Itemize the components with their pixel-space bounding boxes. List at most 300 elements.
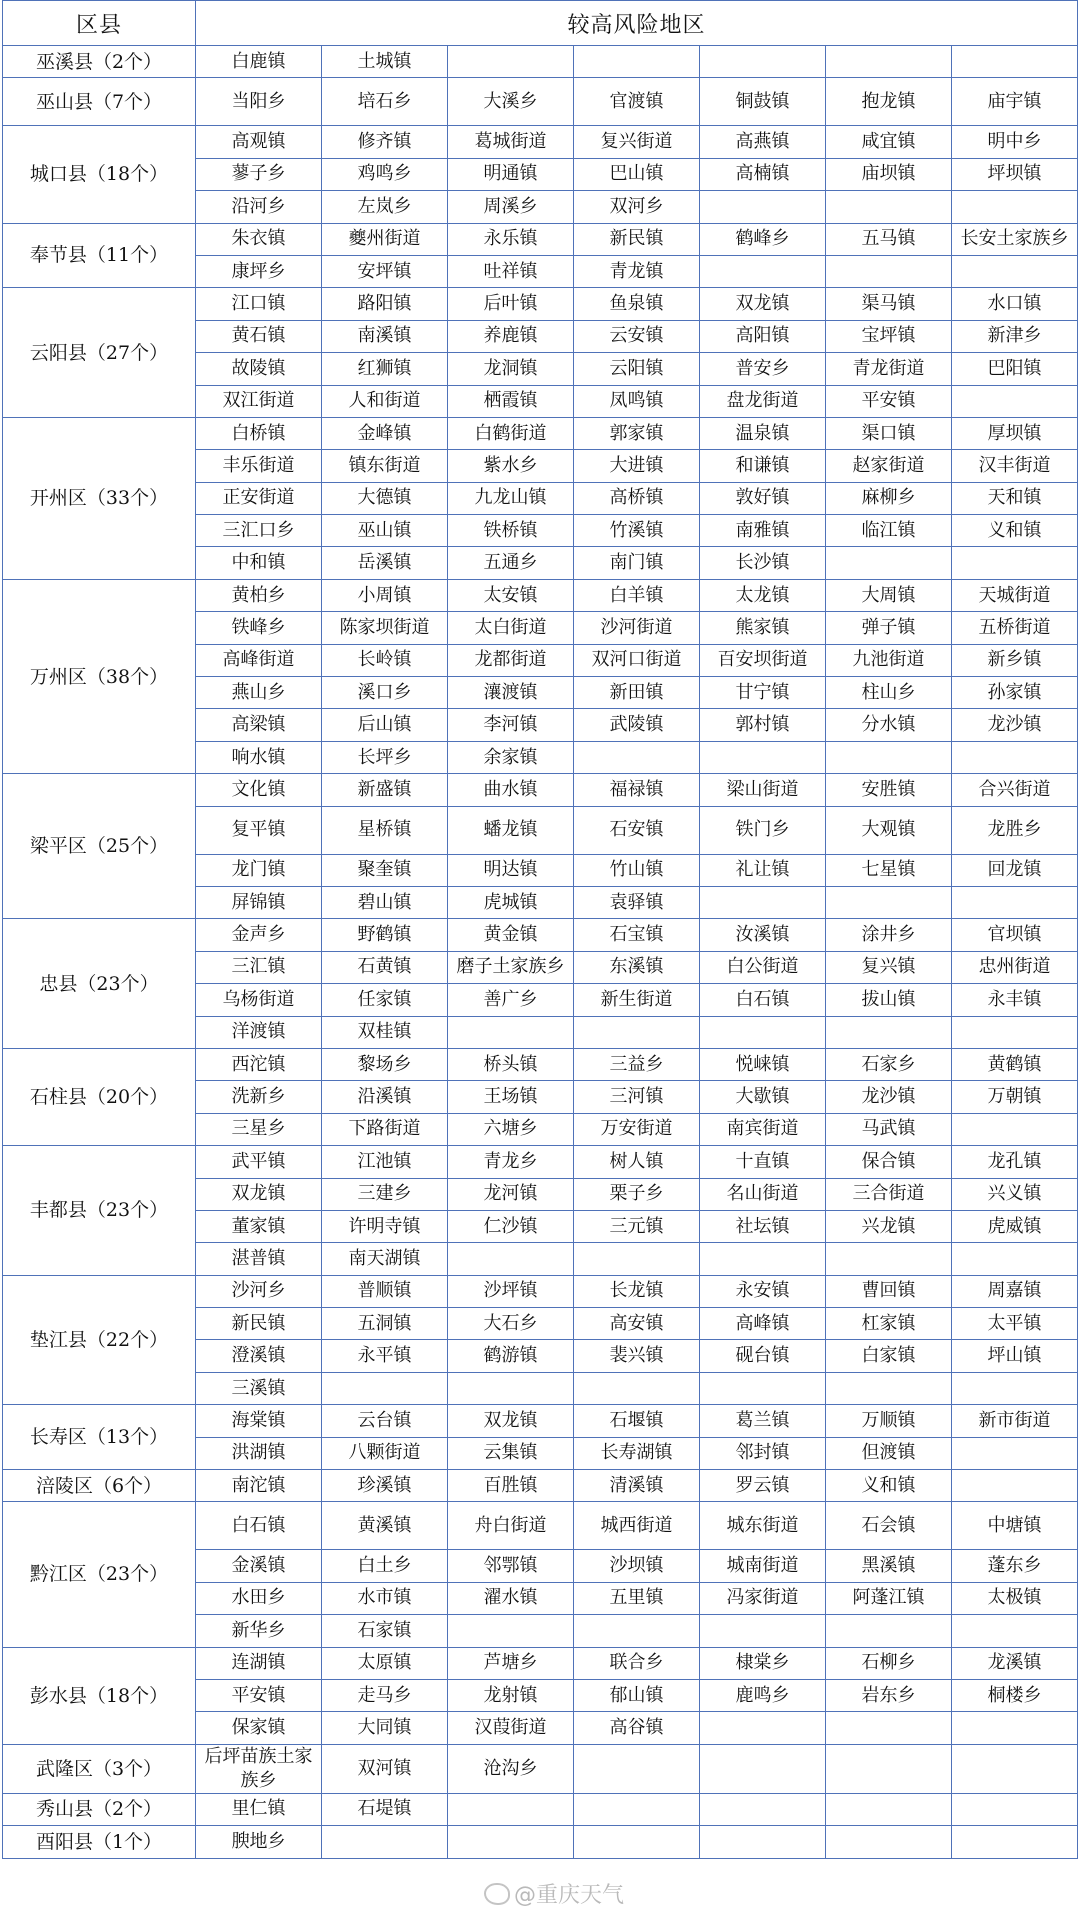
- area-cell: 咸宜镇: [826, 126, 952, 158]
- area-cell: 太白街道: [448, 612, 574, 644]
- area-cell: 庙坝镇: [826, 158, 952, 190]
- area-cell: 石堰镇: [574, 1405, 700, 1437]
- area-cell: 江口镇: [196, 288, 322, 320]
- area-cell: 双龙镇: [448, 1405, 574, 1437]
- area-cell: 拔山镇: [826, 984, 952, 1016]
- table-row: [3, 126, 1078, 158]
- area-cell: 金峰镇: [322, 417, 448, 449]
- area-cell: 三益乡: [574, 1048, 700, 1080]
- area-cell: 云阳镇: [574, 353, 700, 385]
- area-cell: 太原镇: [322, 1647, 448, 1679]
- area-cell: 聚奎镇: [322, 854, 448, 886]
- area-cell: 青龙镇: [574, 255, 700, 287]
- watermark-text: @重庆天气: [514, 1883, 625, 1908]
- area-cell: 白公街道: [700, 951, 826, 983]
- table-row: [3, 579, 1078, 611]
- empty-cell: [952, 1712, 1078, 1744]
- area-cell: 瀼渡镇: [448, 677, 574, 709]
- area-cell: 三元镇: [574, 1210, 700, 1242]
- empty-cell: [952, 1793, 1078, 1825]
- area-cell: 蟠龙镇: [448, 806, 574, 854]
- empty-cell: [952, 1437, 1078, 1469]
- area-cell: 南宾街道: [700, 1113, 826, 1145]
- empty-cell: [700, 1826, 826, 1858]
- area-cell: 武陵镇: [574, 709, 700, 741]
- area-cell: 汉葭街道: [448, 1712, 574, 1744]
- area-cell: 新乡镇: [952, 644, 1078, 676]
- area-cell: 正安街道: [196, 482, 322, 514]
- area-cell: 三星乡: [196, 1113, 322, 1145]
- empty-cell: [826, 191, 952, 223]
- area-cell: 百胜镇: [448, 1470, 574, 1502]
- area-cell: 故陵镇: [196, 353, 322, 385]
- area-cell: 高楠镇: [700, 158, 826, 190]
- area-cell: 鹤游镇: [448, 1340, 574, 1372]
- area-cell: 双河镇: [322, 1744, 448, 1793]
- area-cell: 白桥镇: [196, 417, 322, 449]
- area-cell: 永安镇: [700, 1275, 826, 1307]
- area-cell: 黄石镇: [196, 320, 322, 352]
- empty-cell: [700, 46, 826, 78]
- area-cell: 养鹿镇: [448, 320, 574, 352]
- area-cell: 兴义镇: [952, 1178, 1078, 1210]
- area-cell: 吐祥镇: [448, 255, 574, 287]
- area-cell: 鹤峰乡: [700, 223, 826, 255]
- area-cell: 陈家坝街道: [322, 612, 448, 644]
- area-cell: 复平镇: [196, 806, 322, 854]
- area-cell: 柱山乡: [826, 677, 952, 709]
- area-cell: 明中乡: [952, 126, 1078, 158]
- county-cell: 秀山县（2个）: [3, 1793, 196, 1825]
- area-cell: 里仁镇: [196, 1793, 322, 1825]
- area-cell: 清溪镇: [574, 1470, 700, 1502]
- area-cell: 石会镇: [826, 1502, 952, 1550]
- area-cell: 巴阳镇: [952, 353, 1078, 385]
- area-cell: 龙沙镇: [952, 709, 1078, 741]
- county-cell: 丰都县（23个）: [3, 1146, 196, 1276]
- empty-cell: [700, 1243, 826, 1275]
- area-cell: 白石镇: [700, 984, 826, 1016]
- area-cell: 走马乡: [322, 1679, 448, 1711]
- area-cell: 石堤镇: [322, 1793, 448, 1825]
- area-cell: 武平镇: [196, 1146, 322, 1178]
- area-cell: 涂井乡: [826, 919, 952, 951]
- area-cell: 凤鸣镇: [574, 385, 700, 417]
- empty-cell: [574, 741, 700, 773]
- area-cell: 长岭镇: [322, 644, 448, 676]
- area-cell: 复兴街道: [574, 126, 700, 158]
- area-cell: 甘宁镇: [700, 677, 826, 709]
- empty-cell: [700, 1793, 826, 1825]
- area-cell: 响水镇: [196, 741, 322, 773]
- area-cell: 新华乡: [196, 1615, 322, 1647]
- area-cell: 小周镇: [322, 579, 448, 611]
- area-cell: 八颗街道: [322, 1437, 448, 1469]
- area-cell: 明达镇: [448, 854, 574, 886]
- area-cell: 新市街道: [952, 1405, 1078, 1437]
- table-row: [3, 1502, 1078, 1550]
- area-cell: 双龙镇: [196, 1178, 322, 1210]
- area-cell: 大石乡: [448, 1308, 574, 1340]
- weibo-icon: [484, 1883, 510, 1905]
- area-cell: 沿溪镇: [322, 1081, 448, 1113]
- area-cell: 南雅镇: [700, 515, 826, 547]
- area-cell: 洪湖镇: [196, 1437, 322, 1469]
- empty-cell: [700, 886, 826, 918]
- area-cell: 任家镇: [322, 984, 448, 1016]
- area-cell: 龙胜乡: [952, 806, 1078, 854]
- county-cell: 云阳县（27个）: [3, 288, 196, 418]
- area-cell: 坪坝镇: [952, 158, 1078, 190]
- area-cell: 大歇镇: [700, 1081, 826, 1113]
- area-cell: 当阳乡: [196, 78, 322, 126]
- empty-cell: [700, 255, 826, 287]
- county-cell: 石柱县（20个）: [3, 1048, 196, 1145]
- area-cell: 朱衣镇: [196, 223, 322, 255]
- table-row: [3, 1793, 1078, 1825]
- area-cell: 裴兴镇: [574, 1340, 700, 1372]
- area-cell: 太龙镇: [700, 579, 826, 611]
- area-cell: 竹溪镇: [574, 515, 700, 547]
- table-row: [3, 417, 1078, 449]
- area-cell: 龙洞镇: [448, 353, 574, 385]
- area-cell: 石黄镇: [322, 951, 448, 983]
- empty-cell: [574, 1243, 700, 1275]
- area-cell: 白鹿镇: [196, 46, 322, 78]
- area-cell: 五马镇: [826, 223, 952, 255]
- area-cell: 宝坪镇: [826, 320, 952, 352]
- area-cell: 渠口镇: [826, 417, 952, 449]
- area-cell: 虎威镇: [952, 1210, 1078, 1242]
- empty-cell: [826, 1372, 952, 1404]
- empty-cell: [700, 1712, 826, 1744]
- area-cell: 培石乡: [322, 78, 448, 126]
- area-cell: 汝溪镇: [700, 919, 826, 951]
- empty-cell: [448, 1372, 574, 1404]
- area-cell: 石宝镇: [574, 919, 700, 951]
- area-cell: 砚台镇: [700, 1340, 826, 1372]
- county-cell: 黔江区（23个）: [3, 1502, 196, 1647]
- area-cell: 云台镇: [322, 1405, 448, 1437]
- area-cell: 五通乡: [448, 547, 574, 579]
- empty-cell: [448, 1826, 574, 1858]
- area-cell: 城东街道: [700, 1502, 826, 1550]
- area-cell: 和谦镇: [700, 450, 826, 482]
- area-cell: 蓬东乡: [952, 1550, 1078, 1582]
- empty-cell: [952, 886, 1078, 918]
- area-cell: 平安镇: [196, 1679, 322, 1711]
- area-cell: 保家镇: [196, 1712, 322, 1744]
- area-cell: 合兴街道: [952, 774, 1078, 806]
- empty-cell: [826, 741, 952, 773]
- area-cell: 温泉镇: [700, 417, 826, 449]
- empty-cell: [826, 1712, 952, 1744]
- area-cell: 西沱镇: [196, 1048, 322, 1080]
- table-row: [3, 1146, 1078, 1178]
- area-cell: 紫水乡: [448, 450, 574, 482]
- area-cell: 五桥街道: [952, 612, 1078, 644]
- area-cell: 天城街道: [952, 579, 1078, 611]
- area-cell: 郁山镇: [574, 1679, 700, 1711]
- area-cell: 新生街道: [574, 984, 700, 1016]
- area-cell: 盘龙街道: [700, 385, 826, 417]
- area-cell: 连湖镇: [196, 1647, 322, 1679]
- area-cell: 仁沙镇: [448, 1210, 574, 1242]
- area-cell: 大德镇: [322, 482, 448, 514]
- table-row: [3, 46, 1078, 78]
- area-cell: 棣棠乡: [700, 1647, 826, 1679]
- empty-cell: [322, 1826, 448, 1858]
- area-cell: 珍溪镇: [322, 1470, 448, 1502]
- area-cell: 万安街道: [574, 1113, 700, 1145]
- area-cell: 分水镇: [826, 709, 952, 741]
- area-cell: 周溪乡: [448, 191, 574, 223]
- area-cell: 但渡镇: [826, 1437, 952, 1469]
- area-cell: 三建乡: [322, 1178, 448, 1210]
- area-cell: 修齐镇: [322, 126, 448, 158]
- area-cell: 龙河镇: [448, 1178, 574, 1210]
- area-cell: 巴山镇: [574, 158, 700, 190]
- empty-cell: [826, 1243, 952, 1275]
- area-cell: 石安镇: [574, 806, 700, 854]
- area-cell: 栗子乡: [574, 1178, 700, 1210]
- area-cell: 舟白街道: [448, 1502, 574, 1550]
- area-cell: 长龙镇: [574, 1275, 700, 1307]
- area-cell: 安胜镇: [826, 774, 952, 806]
- area-cell: 高燕镇: [700, 126, 826, 158]
- area-cell: 左岚乡: [322, 191, 448, 223]
- county-cell: 巫溪县（2个）: [3, 46, 196, 78]
- empty-cell: [700, 741, 826, 773]
- area-cell: 新民镇: [574, 223, 700, 255]
- county-cell: 开州区（33个）: [3, 417, 196, 579]
- risk-area-table: [2, 0, 1078, 1859]
- area-cell: 礼让镇: [700, 854, 826, 886]
- table-row: [3, 1275, 1078, 1307]
- area-cell: 许明寺镇: [322, 1210, 448, 1242]
- empty-cell: [574, 1826, 700, 1858]
- area-cell: 九池街道: [826, 644, 952, 676]
- empty-cell: [826, 1826, 952, 1858]
- header-county: 区县: [3, 1, 196, 46]
- area-cell: 兴龙镇: [826, 1210, 952, 1242]
- area-cell: 敦好镇: [700, 482, 826, 514]
- empty-cell: [826, 1744, 952, 1793]
- area-cell: 竹山镇: [574, 854, 700, 886]
- area-cell: 蓼子乡: [196, 158, 322, 190]
- area-cell: 长坪乡: [322, 741, 448, 773]
- area-cell: 下路街道: [322, 1113, 448, 1145]
- area-cell: 石家乡: [826, 1048, 952, 1080]
- county-cell: 长寿区（13个）: [3, 1405, 196, 1470]
- empty-cell: [574, 1744, 700, 1793]
- area-cell: 鹿鸣乡: [700, 1679, 826, 1711]
- empty-cell: [574, 1793, 700, 1825]
- area-cell: 葛兰镇: [700, 1405, 826, 1437]
- empty-cell: [952, 1372, 1078, 1404]
- county-cell: 武隆区（3个）: [3, 1744, 196, 1793]
- area-cell: 太极镇: [952, 1582, 1078, 1614]
- empty-cell: [952, 1615, 1078, 1647]
- empty-cell: [700, 1372, 826, 1404]
- area-cell: 汉丰街道: [952, 450, 1078, 482]
- area-cell: 普安乡: [700, 353, 826, 385]
- area-cell: 南沱镇: [196, 1470, 322, 1502]
- area-cell: 悦崃镇: [700, 1048, 826, 1080]
- area-cell: 杠家镇: [826, 1308, 952, 1340]
- area-cell: 白石镇: [196, 1502, 322, 1550]
- area-cell: 王场镇: [448, 1081, 574, 1113]
- empty-cell: [826, 886, 952, 918]
- area-cell: 沙河乡: [196, 1275, 322, 1307]
- area-cell: 万顺镇: [826, 1405, 952, 1437]
- area-cell: 梁山街道: [700, 774, 826, 806]
- area-cell: 龙溪镇: [952, 1647, 1078, 1679]
- table-row: [3, 1405, 1078, 1437]
- empty-cell: [448, 46, 574, 78]
- area-cell: 大进镇: [574, 450, 700, 482]
- table-row: [3, 919, 1078, 951]
- area-cell: 碧山镇: [322, 886, 448, 918]
- county-cell: 忠县（23个）: [3, 919, 196, 1049]
- area-cell: 郭村镇: [700, 709, 826, 741]
- area-cell: 名山街道: [700, 1178, 826, 1210]
- empty-cell: [826, 46, 952, 78]
- empty-cell: [952, 1470, 1078, 1502]
- table-row: [3, 1048, 1078, 1080]
- empty-cell: [700, 191, 826, 223]
- empty-cell: [700, 1744, 826, 1793]
- area-cell: 渠马镇: [826, 288, 952, 320]
- area-cell: 大同镇: [322, 1712, 448, 1744]
- area-cell: 邻封镇: [700, 1437, 826, 1469]
- empty-cell: [574, 46, 700, 78]
- area-cell: 城西街道: [574, 1502, 700, 1550]
- area-cell: 孙家镇: [952, 677, 1078, 709]
- area-cell: 镇东街道: [322, 450, 448, 482]
- table-row: [3, 1744, 1078, 1793]
- area-cell: 虎城镇: [448, 886, 574, 918]
- area-cell: 海棠镇: [196, 1405, 322, 1437]
- area-cell: 五洞镇: [322, 1308, 448, 1340]
- area-cell: 保合镇: [826, 1146, 952, 1178]
- area-cell: 官坝镇: [952, 919, 1078, 951]
- area-cell: 回龙镇: [952, 854, 1078, 886]
- area-cell: 黄鹤镇: [952, 1048, 1078, 1080]
- area-cell: 东溪镇: [574, 951, 700, 983]
- area-cell: 葛城街道: [448, 126, 574, 158]
- area-cell: 新田镇: [574, 677, 700, 709]
- area-cell: 中和镇: [196, 547, 322, 579]
- area-cell: 抱龙镇: [826, 78, 952, 126]
- area-cell: 黄金镇: [448, 919, 574, 951]
- area-cell: 双河乡: [574, 191, 700, 223]
- empty-cell: [448, 1243, 574, 1275]
- area-cell: 罗云镇: [700, 1470, 826, 1502]
- area-cell: 腴地乡: [196, 1826, 322, 1858]
- risk-area-table-container: [2, 0, 1078, 1859]
- area-cell: 冯家街道: [700, 1582, 826, 1614]
- area-cell: 城南街道: [700, 1550, 826, 1582]
- area-cell: 土城镇: [322, 46, 448, 78]
- area-cell: 云安镇: [574, 320, 700, 352]
- area-cell: 五里镇: [574, 1582, 700, 1614]
- area-cell: 平安镇: [826, 385, 952, 417]
- area-cell: 高峰镇: [700, 1308, 826, 1340]
- area-cell: 沿河乡: [196, 191, 322, 223]
- empty-cell: [700, 1016, 826, 1048]
- area-cell: 袁驿镇: [574, 886, 700, 918]
- table-body: [3, 46, 1078, 1859]
- area-cell: 溪口乡: [322, 677, 448, 709]
- table-row: [3, 774, 1078, 806]
- area-cell: 树人镇: [574, 1146, 700, 1178]
- area-cell: 芦塘乡: [448, 1647, 574, 1679]
- area-cell: 麻柳乡: [826, 482, 952, 514]
- area-cell: 桥头镇: [448, 1048, 574, 1080]
- area-cell: 后坪苗族土家族乡: [196, 1744, 322, 1793]
- area-cell: 万朝镇: [952, 1081, 1078, 1113]
- area-cell: 马武镇: [826, 1113, 952, 1145]
- area-cell: 中塘镇: [952, 1502, 1078, 1550]
- empty-cell: [448, 1615, 574, 1647]
- table-row: [3, 223, 1078, 255]
- area-cell: 高梁镇: [196, 709, 322, 741]
- area-cell: 乌杨街道: [196, 984, 322, 1016]
- area-cell: 南溪镇: [322, 320, 448, 352]
- area-cell: 水田乡: [196, 1582, 322, 1614]
- area-cell: 洋渡镇: [196, 1016, 322, 1048]
- table-row: [3, 1470, 1078, 1502]
- area-cell: 人和街道: [322, 385, 448, 417]
- area-cell: 长安土家族乡: [952, 223, 1078, 255]
- area-cell: 桐楼乡: [952, 1679, 1078, 1711]
- area-cell: 新盛镇: [322, 774, 448, 806]
- county-cell: 巫山县（7个）: [3, 78, 196, 126]
- empty-cell: [574, 1016, 700, 1048]
- area-cell: 长沙镇: [700, 547, 826, 579]
- area-cell: 磨子土家族乡: [448, 951, 574, 983]
- area-cell: 义和镇: [826, 1470, 952, 1502]
- area-cell: 野鹤镇: [322, 919, 448, 951]
- area-cell: 善广乡: [448, 984, 574, 1016]
- area-cell: 岳溪镇: [322, 547, 448, 579]
- area-cell: 忠州街道: [952, 951, 1078, 983]
- area-cell: 沙河街道: [574, 612, 700, 644]
- area-cell: 黄柏乡: [196, 579, 322, 611]
- area-cell: 长寿湖镇: [574, 1437, 700, 1469]
- area-cell: 白鹤街道: [448, 417, 574, 449]
- area-cell: 九龙山镇: [448, 482, 574, 514]
- area-cell: 云集镇: [448, 1437, 574, 1469]
- table-row: [3, 288, 1078, 320]
- area-cell: 三汇口乡: [196, 515, 322, 547]
- area-cell: 高峰街道: [196, 644, 322, 676]
- area-cell: 普顺镇: [322, 1275, 448, 1307]
- area-cell: 永丰镇: [952, 984, 1078, 1016]
- area-cell: 金声乡: [196, 919, 322, 951]
- area-cell: 高桥镇: [574, 482, 700, 514]
- area-cell: 白家镇: [826, 1340, 952, 1372]
- county-cell: 涪陵区（6个）: [3, 1470, 196, 1502]
- area-cell: 石柳乡: [826, 1647, 952, 1679]
- area-cell: 赵家街道: [826, 450, 952, 482]
- empty-cell: [952, 1243, 1078, 1275]
- area-cell: 黄溪镇: [322, 1502, 448, 1550]
- area-cell: 大观镇: [826, 806, 952, 854]
- empty-cell: [952, 1016, 1078, 1048]
- area-cell: 七星镇: [826, 854, 952, 886]
